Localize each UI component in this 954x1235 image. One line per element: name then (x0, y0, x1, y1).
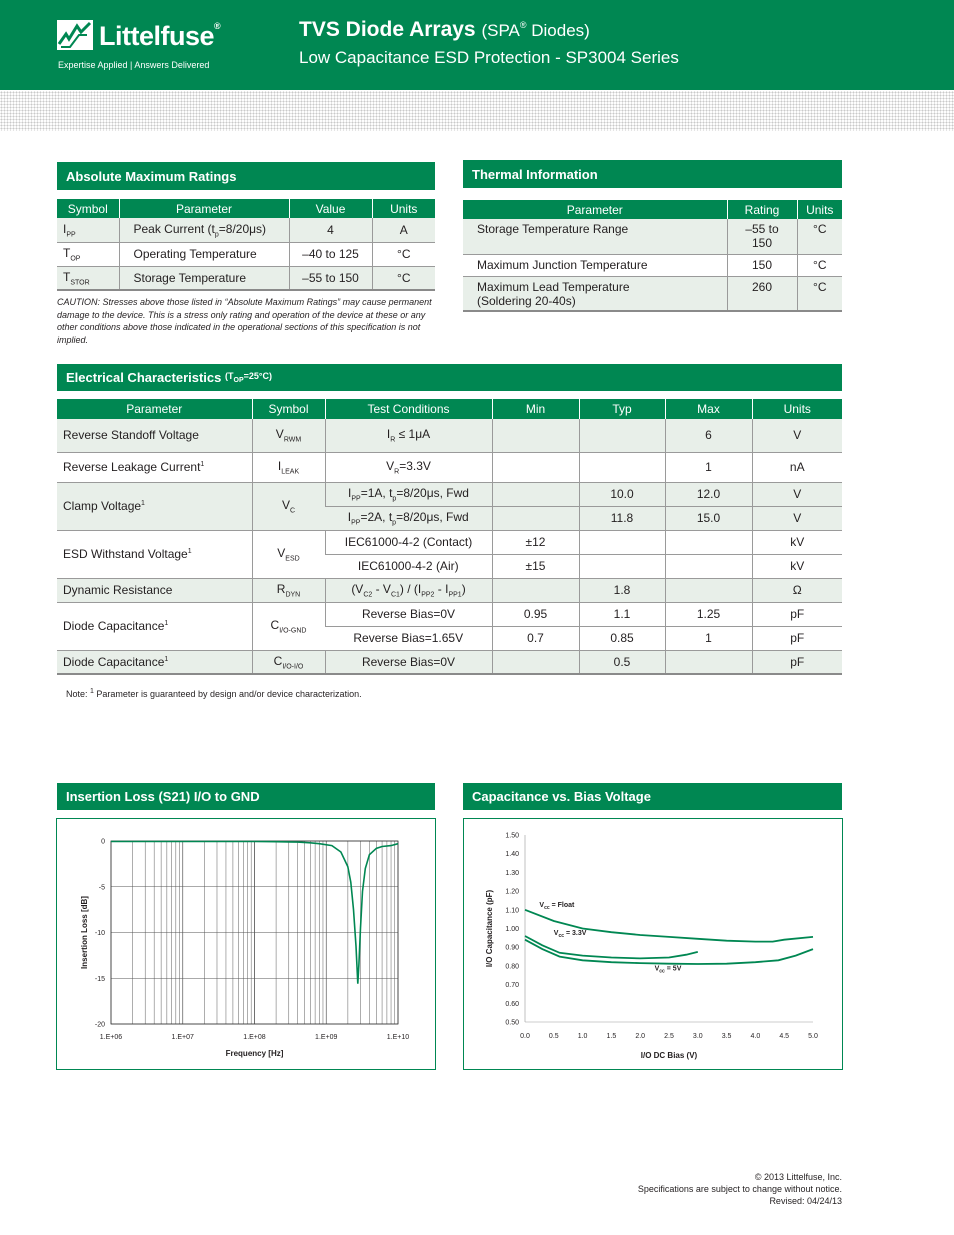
max-cell: 15.0 (665, 506, 752, 530)
x-tick-label: 1.5 (606, 1033, 617, 1040)
condition-cell: $(V_{C2} - V_{C1}) / (I_{PP2} - I_{PP1})$ (325, 578, 492, 602)
y-axis-label: Insertion Loss [dB] (80, 896, 89, 969)
series-label: $V_{cc} = 3.3V$ (553, 930, 587, 940)
amr-title-bar: Absolute Maximum Ratings (57, 162, 435, 190)
y-tick-label: -15 (94, 975, 105, 983)
typ-cell: 11.8 (579, 506, 665, 530)
series-line (525, 936, 698, 958)
table-row (57, 218, 435, 242)
x-axis-label: I/O DC Bias (V) (640, 1051, 698, 1060)
table-row (463, 219, 842, 254)
symbol-cell: $R_{DYN}$ (252, 578, 325, 602)
units-cell: °C (372, 242, 435, 266)
table-row (57, 242, 435, 266)
max-cell (665, 554, 752, 578)
page-subtitle: Low Capacitance ESD Protection - SP3004 Series (299, 48, 679, 67)
symbol-cell: $C_{I/O-I/O}$ (252, 650, 325, 674)
logo-wordmark: Littelfuse® (99, 21, 221, 51)
capacitance-chart (463, 818, 843, 1070)
condition-cell: $V_R=3.3V$ (325, 452, 492, 482)
units-cell: pF (752, 650, 842, 674)
max-cell: 12.0 (665, 482, 752, 506)
parameter-cell: Maximum Lead Temperature (Soldering 20-40s) (463, 276, 727, 311)
parameter-cell: Diode Capacitance$^1$ (57, 602, 252, 650)
thermal-col-parameter: Parameter (463, 200, 727, 219)
page-header (0, 0, 954, 90)
elec-col-units: Units (752, 399, 842, 419)
typ-cell: 1.8 (579, 578, 665, 602)
elec-col-typ: Typ (579, 399, 665, 419)
symbol-cell: $V_{ESD}$ (252, 530, 325, 578)
value-cell: 4 (289, 218, 372, 242)
capacitance-plot (464, 819, 842, 1069)
typ-cell: 0.85 (579, 626, 665, 650)
parameter-cell: Peak Current $(t_p=8/20\mu s)$ (119, 218, 289, 242)
elec-table (57, 399, 842, 675)
units-cell: °C (797, 219, 842, 254)
elec-title-bar: Electrical Characteristics $(T_{OP}=25^\circ C)$ (57, 364, 842, 391)
max-cell: 1 (665, 626, 752, 650)
amr-col-parameter: Parameter (119, 199, 289, 218)
caution-text: CAUTION: Stresses above those listed in “Absolute Maximum Ratings” may cause permanent damage to the device. This is a stress only rating and operation of the device at these or any other conditions above those indicated in the operational sections of this specification is not implied. (57, 297, 432, 345)
amr-col-symbol: Symbol (57, 199, 119, 218)
typ-cell: 0.5 (579, 650, 665, 674)
x-tick-label: 0.5 (548, 1033, 559, 1040)
elec-col-max: Max (665, 399, 752, 419)
thermal-table (463, 200, 842, 312)
min-cell: 0.7 (492, 626, 579, 650)
table-row (57, 419, 842, 452)
x-tick-label: 2.0 (635, 1033, 646, 1040)
units-cell: kV (752, 554, 842, 578)
x-tick-label: 1.E+06 (99, 1034, 123, 1041)
typ-cell (579, 554, 665, 578)
units-cell: V (752, 482, 842, 506)
condition-cell: IEC61000-4-2 (Air) (325, 554, 492, 578)
typ-cell: 10.0 (579, 482, 665, 506)
thermal-col-rating: Rating (727, 200, 797, 219)
amr-col-value: Value (289, 199, 372, 218)
min-cell: 0.95 (492, 602, 579, 626)
parameter-cell: Operating Temperature (119, 242, 289, 266)
y-tick-label: -5 (98, 884, 105, 892)
disclaimer: Specifications are subject to change without notice. (637, 1184, 842, 1194)
logo-tagline: Expertise Applied | Answers Delivered (58, 60, 210, 70)
parameter-cell: Clamp Voltage$^1$ (57, 482, 252, 530)
parameter-cell: Maximum Junction Temperature (463, 254, 727, 276)
max-cell: 6 (665, 419, 752, 452)
amr-table (57, 199, 435, 291)
units-cell: Ω (752, 578, 842, 602)
condition-cell: $I_R \le 1\mu A$ (325, 419, 492, 452)
symbol-cell: $V_{RWM}$ (252, 419, 325, 452)
x-tick-label: 3.5 (721, 1033, 732, 1040)
max-cell: 1.25 (665, 602, 752, 626)
insertion-loss-title-bar: Insertion Loss (S21) I/O to GND (57, 783, 435, 810)
value-cell: –55 to 150 (289, 266, 372, 290)
x-tick-label: 5.0 (808, 1033, 818, 1040)
table-row (463, 276, 842, 311)
units-cell: A (372, 218, 435, 242)
littelfuse-mark-icon (57, 20, 93, 50)
series-label: $V_{cc}$ = Float (539, 901, 575, 911)
max-cell (665, 530, 752, 554)
x-tick-label: 1.E+10 (386, 1034, 410, 1041)
min-cell (492, 650, 579, 674)
condition-cell: IEC61000-4-2 (Contact) (325, 530, 492, 554)
table-row (57, 530, 842, 554)
min-cell (492, 452, 579, 482)
max-cell: 1 (665, 452, 752, 482)
symbol-cell: $T_{STOR}$ (57, 266, 119, 290)
y-tick-label: 0.80 (505, 963, 519, 971)
min-cell (492, 419, 579, 452)
table-row (57, 578, 842, 602)
rating-cell: –55 to 150 (727, 219, 797, 254)
table-row (57, 452, 842, 482)
elec-col-symbol: Symbol (252, 399, 325, 419)
elec-col-test-conditions: Test Conditions (325, 399, 492, 419)
y-tick-label: 1.50 (505, 832, 519, 840)
y-tick-label: 1.00 (505, 926, 519, 933)
units-cell: °C (797, 276, 842, 311)
y-tick-label: 1.10 (505, 907, 519, 915)
y-tick-label: -10 (94, 930, 105, 937)
units-cell: °C (372, 266, 435, 290)
parameter-cell: Storage Temperature Range (463, 219, 727, 254)
parameter-cell: Diode Capacitance$^1$ (57, 650, 252, 674)
elec-col-parameter: Parameter (57, 399, 252, 419)
units-cell: pF (752, 602, 842, 626)
x-tick-label: 1.E+08 (243, 1034, 266, 1041)
series-line (525, 940, 813, 964)
condition-cell: Reverse Bias=0V (325, 650, 492, 674)
y-tick-label: 0.70 (505, 982, 519, 990)
dot-pattern-band (0, 91, 954, 131)
symbol-cell: $I_{PP}$ (57, 218, 119, 242)
y-tick-label: 1.20 (505, 888, 519, 896)
symbol-cell: $C_{I/O-GND}$ (252, 602, 325, 650)
insertion-loss-plot (57, 819, 435, 1069)
x-tick-label: 4.0 (750, 1033, 761, 1040)
units-cell: °C (797, 254, 842, 276)
elec-col-min: Min (492, 399, 579, 419)
value-cell: –40 to 125 (289, 242, 372, 266)
x-tick-label: 4.5 (779, 1033, 790, 1040)
condition-cell: $I_{PP}=2A$, $t_p=8/20\mu s$, Fwd (325, 506, 492, 530)
units-cell: kV (752, 530, 842, 554)
x-tick-label: 1.E+07 (171, 1034, 194, 1041)
max-cell (665, 578, 752, 602)
amr-col-units: Units (372, 199, 435, 218)
table-row (57, 602, 842, 626)
y-tick-label: 0 (101, 838, 105, 846)
thermal-title-bar: Thermal Information (463, 160, 842, 188)
condition-cell: Reverse Bias=0V (325, 602, 492, 626)
copyright: © 2013 Littelfuse, Inc. (754, 1172, 842, 1182)
y-tick-label: 1.30 (505, 869, 519, 877)
min-cell (492, 578, 579, 602)
table-row (57, 482, 842, 506)
thermal-col-units: Units (797, 200, 842, 219)
typ-cell: 1.1 (579, 602, 665, 626)
insertion-loss-chart (56, 818, 436, 1070)
min-cell: ±15 (492, 554, 579, 578)
units-cell: pF (752, 626, 842, 650)
y-tick-label: 1.40 (505, 851, 519, 859)
table-row (57, 266, 435, 290)
y-tick-label: 0.50 (505, 1019, 519, 1027)
parameter-cell: ESD Withstand Voltage$^1$ (57, 530, 252, 578)
typ-cell (579, 452, 665, 482)
parameter-cell: Reverse Leakage Current$^1$ (57, 452, 252, 482)
y-tick-label: -20 (94, 1021, 105, 1029)
littelfuse-logo (57, 20, 222, 78)
y-axis-label: I/O Capacitance (pF) (485, 889, 494, 968)
units-cell: V (752, 419, 842, 452)
y-tick-label: 0.90 (505, 944, 519, 952)
series-label: $V_{cc} = 5V$ (654, 965, 682, 975)
condition-cell: $I_{PP}=1A$, $t_p=8/20\mu s$, Fwd (325, 482, 492, 506)
symbol-cell: $V_C$ (252, 482, 325, 530)
capacitance-title-bar: Capacitance vs. Bias Voltage (463, 783, 842, 810)
symbol-cell: $T_{OP}$ (57, 242, 119, 266)
table-row (463, 254, 842, 276)
symbol-cell: $I_{LEAK}$ (252, 452, 325, 482)
typ-cell (579, 419, 665, 452)
rating-cell: 260 (727, 276, 797, 311)
units-cell: nA (752, 452, 842, 482)
min-cell: ±12 (492, 530, 579, 554)
x-axis-label: Frequency [Hz] (225, 1049, 284, 1058)
parameter-cell: Reverse Standoff Voltage (57, 419, 252, 452)
min-cell (492, 482, 579, 506)
page-footer (638, 1171, 842, 1207)
x-tick-label: 1.E+09 (315, 1034, 338, 1041)
x-tick-label: 0.0 (520, 1033, 530, 1040)
y-tick-label: 0.60 (505, 1000, 519, 1008)
x-tick-label: 2.5 (664, 1033, 674, 1040)
units-cell: V (752, 506, 842, 530)
parameter-cell: Dynamic Resistance (57, 578, 252, 602)
revision-date: Revised: 04/24/13 (769, 1196, 842, 1206)
footnote: Note: $^1$ Parameter is guaranteed by design and/or device characterization. (66, 688, 362, 699)
rating-cell: 150 (727, 254, 797, 276)
parameter-cell: Storage Temperature (119, 266, 289, 290)
min-cell (492, 506, 579, 530)
page-title: TVS Diode Arrays (SPA® Diodes) (299, 18, 590, 41)
x-tick-label: 1.0 (577, 1033, 588, 1040)
table-row (57, 650, 842, 674)
condition-cell: Reverse Bias=1.65V (325, 626, 492, 650)
x-tick-label: 3.0 (692, 1033, 703, 1040)
typ-cell (579, 530, 665, 554)
max-cell (665, 650, 752, 674)
